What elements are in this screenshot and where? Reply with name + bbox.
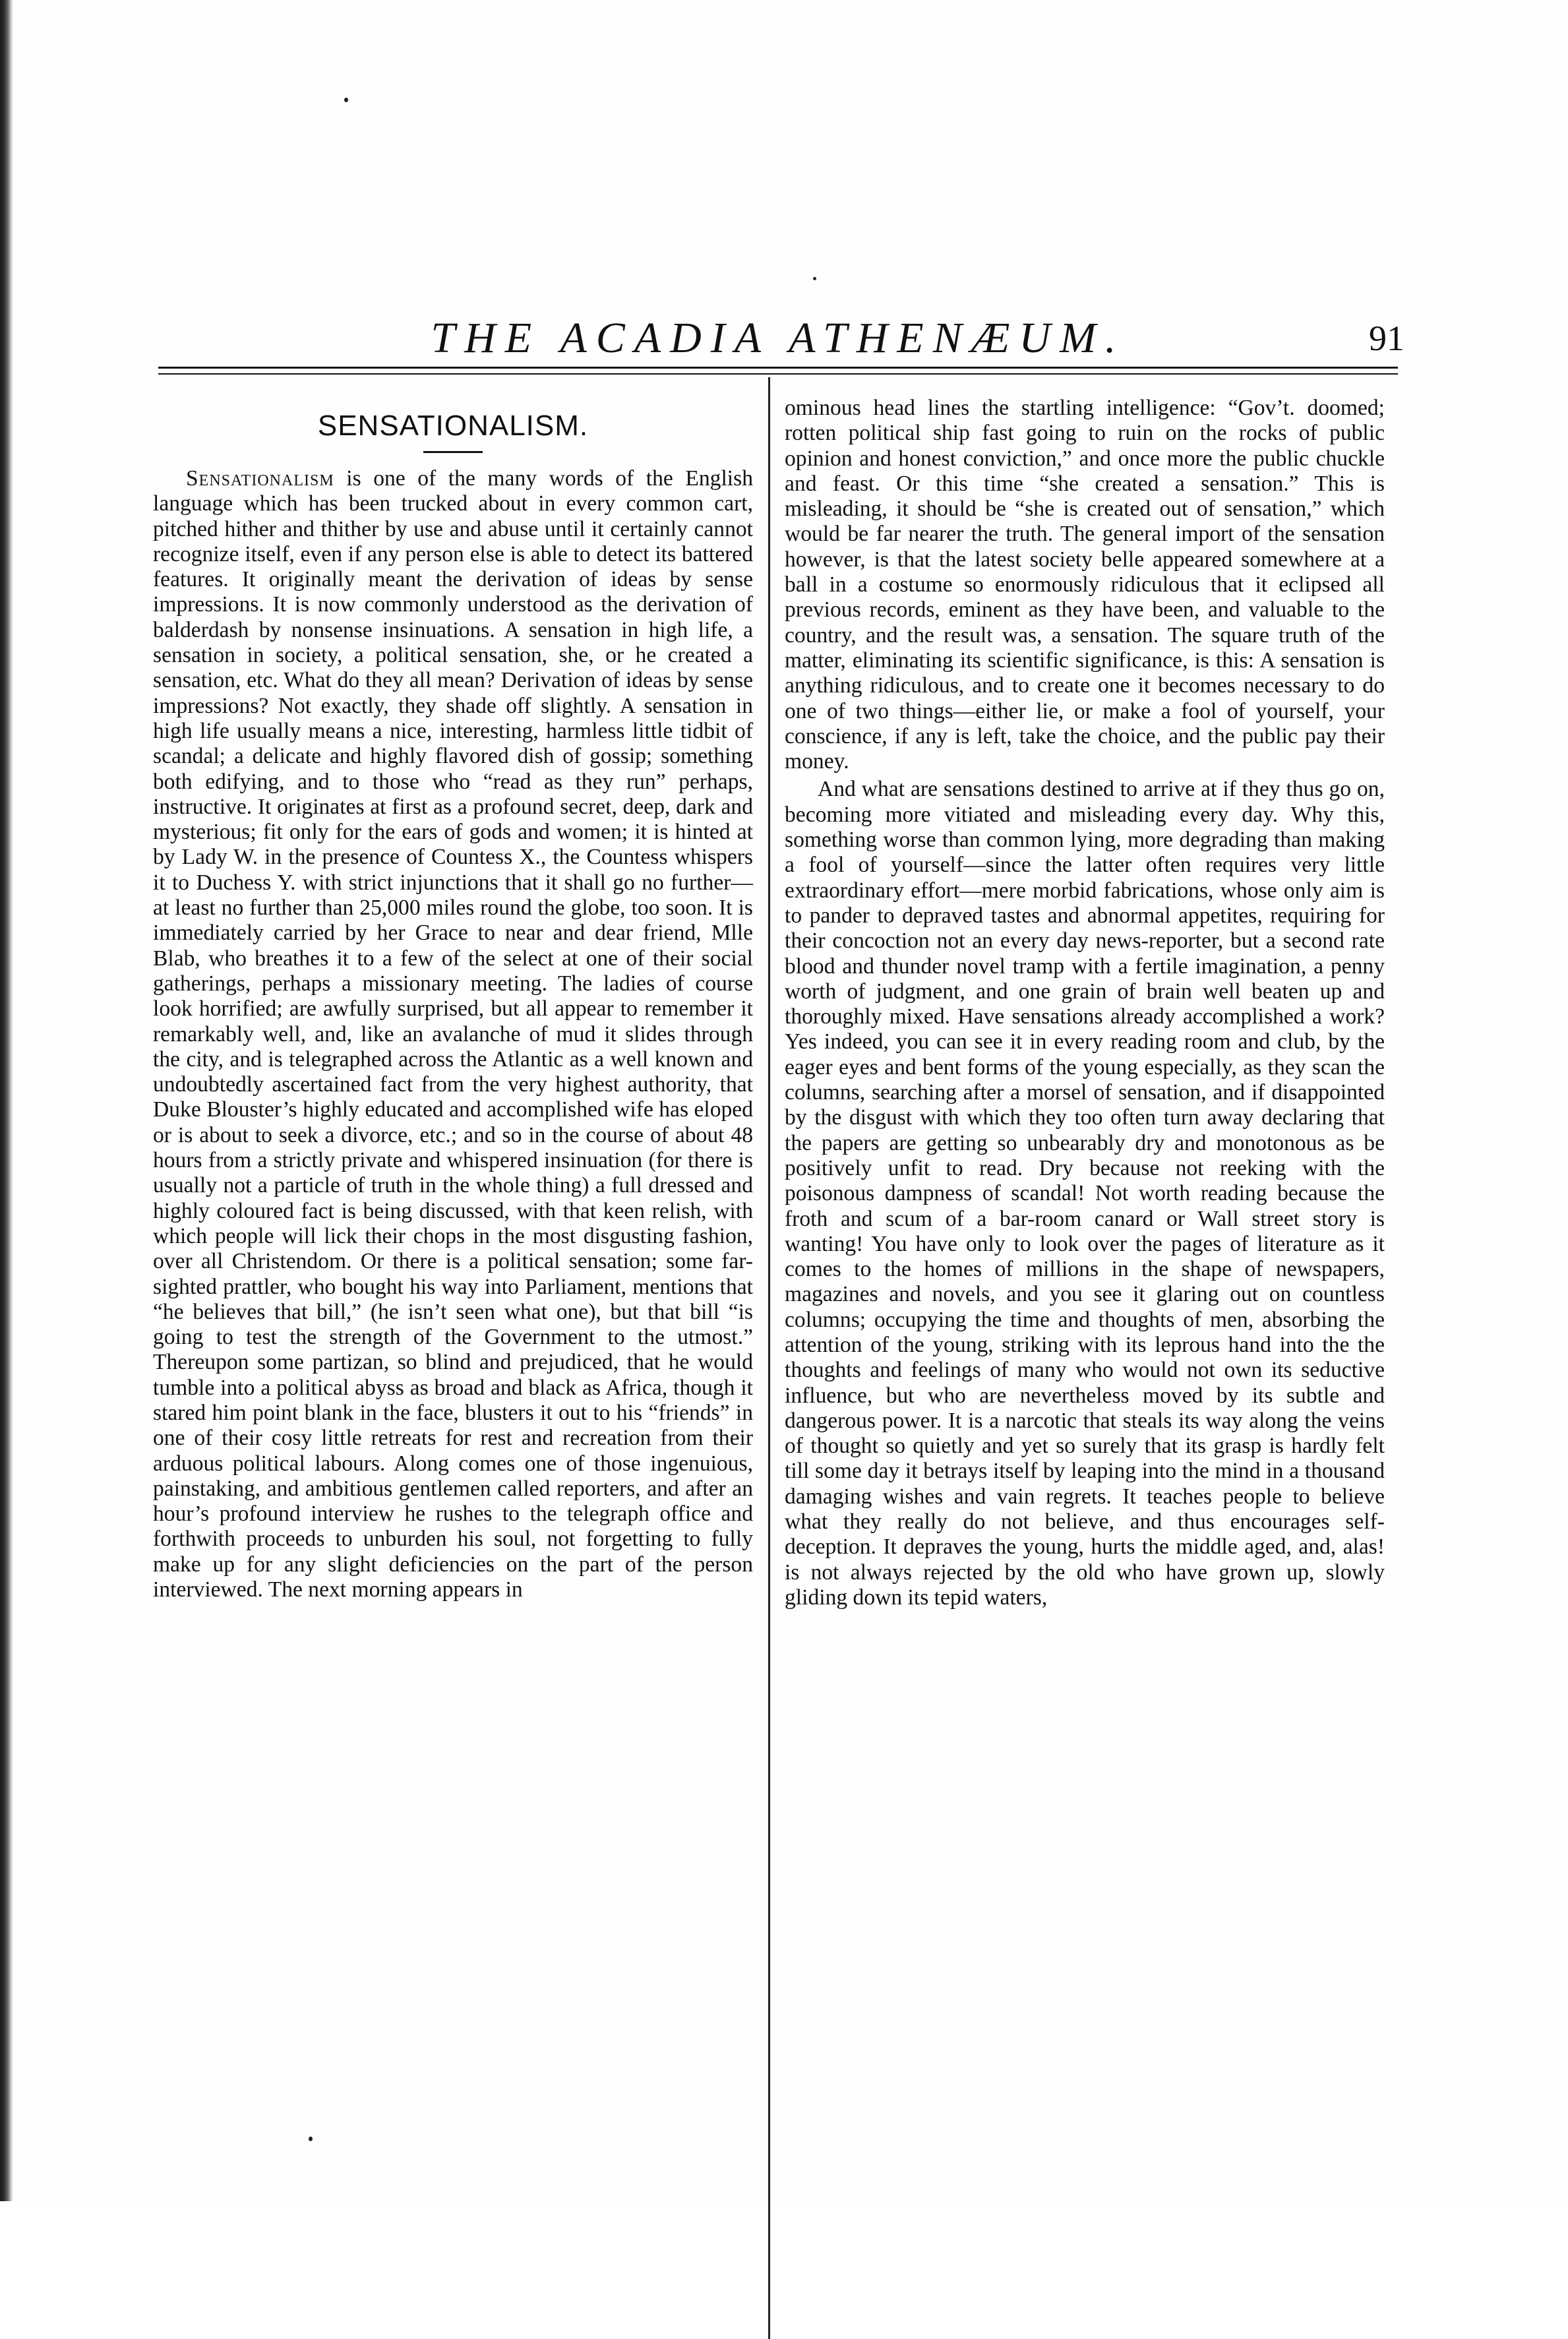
left-body-text: is one of the many words of the English language which has been trucked about in every common cart, pitched hither and thither by use and abuse until it certainly cannot recognize itself, even if any person else is able to detect its battered features. It originally meant the derivation of ideas by sense impressions. It is now commonly understood as the derivation of balderdash by nonsense insinuations. A sensation in high life, a sensation in society, a political sensation, she, or he created a sensation, etc. What do they all mean? Derivation of ideas by sense impressions? Not exactly, they shade off slightly. A sensation in high life usually means a nice, interesting, harmless little tidbit of scandal; a delicate and highly flavored dish of gossip; something both edifying, and to those who “read as they run” perhaps, instructive. It originates at first as a profound secret, deep, dark and mysterious; fit only for the ears of gods and women; it is hinted at by Lady W. in the presence of Countess X., the Countess whispers it to Duchess Y. with strict injunctions that it shall go no further—at least no further than 25,000 miles round the globe, too soon. It is immediately carried by her Grace to near and dear friend, Mlle Blab, who breathes it to a few of the select at one of their social gatherings, perhaps a missionary meeting. The ladies of course look horrified; are awfully surprised, but all appear to remember it remarkably well, and, like an avalanche of mud it slides through the city, and is telegraphed across the Atlantic as a well known and undoubtedly ascertained fact from the very highest authority, that Duke Blouster’s highly educated and accomplished wife has eloped or is about to seek a divorce, etc.; and so in the course of about 48 hours from a strictly private and whispered insinuation (for there is usually not a particle of truth in the whole thing) a full dressed and highly coloured fact is being discussed, with that keen relish, with which people will lick their chops in the most disgusting fashion, over all Christendom. Or there is a political sensation; some far-sighted prattler, who bought his way into Parliament, mentions that “he believes that bill,” (he isn’t seen what one), but that bill “is going to test the strength of the Government to the utmost.” Thereupon some partizan, so blind and prejudiced, that he would tumble into a political abyss as broad and black as Africa, though it stared him point blank in the face, blusters it out to his “friends” in one of their cosy little retreats for rest and recreation from their arduous political labours. Along comes one of those ingenuious, painstaking, and ambitious gentlemen called reporters, and after an hour’s profound interview he rushes to the telegraph office and forthwith proceeds to unburden his soul, not forgetting to fully make up for any slight deficiencies on the part of the person interviewed. The next morning appears in bbox=[153, 466, 753, 1602]
right-paragraph-2: And what are sensations destined to arrive at if they thus go on, becoming more vitiated and misleading every day. Why this, something worse than common lying, more degrading than making a fool of yourself—since the latter often requires very little extraordinary effort—mere morbid fabrications, whose only aim is to pander to depraved tastes and abnormal appetites, requiring for their concoction not an every day news-reporter, but a second rate blood and thunder novel tramp with a fertile imagination, a penny worth of judgment, and one grain of brain well beaten up and thoroughly mixed. Have sensations already accomplished a work? Yes indeed, you can see it in every reading room and club, by the eager eyes and bent forms of the young especially, as they scan the columns, searching after a morsel of sensation, and if disappointed by the disgust with which they too often turn away declaring that the papers are getting so unbearably dry and monotonous as be positively unfit to read. Dry because not reeking with the poisonous dampness of scandal! Not worth reading because the froth and scum of a bar-room canard or Wall street story is wanting! You have only to look over the pages of literature as it comes to the homes of millions in the shape of newspapers, magazines and novels, and you see it glaring out on countless columns; occupying the time and thoughts of men, absorbing the attention of the young, striking with its leprous hand into the the thoughts and feelings of many who would not own its seductive influence, but who are nevertheless moved by its subtle and dangerous power. It is a narcotic that steals its way along the veins of thought so quietly and yet so surely that its grasp is hardly felt till some day it betrays itself by leaping into the mind in a thousand damaging wishes and vain regrets. It teaches people to believe what they really do not believe, and thus encourages self-deception. It depraves the young, hurts the middle aged, and, alas! is not always rejected by the old who have grown up, slowly gliding down its tepid waters, bbox=[785, 777, 1385, 1610]
page-binding-edge bbox=[0, 0, 13, 2201]
header-rule-bottom bbox=[158, 373, 1398, 375]
page-number: 91 bbox=[1369, 319, 1404, 358]
column-divider bbox=[768, 377, 770, 2339]
lead-word: Sensationalism bbox=[186, 466, 334, 491]
right-paragraph-1: ominous head lines the startling intelligence: “Gov’t. doomed; rotten political ship fast going to ruin on the rocks of public opinion and honest conviction,” and once more the public chuckle and feast. Or this time “she created a sensation.” This is misleading, it should be “she is created out of sensation,” which would be far nearer the truth. The general import of the sensation however, is that the latest society belle appeared somewhere at a ball in a costume so enormously ridiculous that it eclipsed all previous records, eminent as they have been, and valuable to the country, and the result was, a sensation. The square truth of the matter, eliminating its scientific significance, is this: A sensation is anything ridiculous, and to create one it becomes necessary to do one of two things—either lie, or make a fool of yourself, your conscience, if any is left, take the choice, and the public pay their money. bbox=[785, 396, 1385, 774]
journal-title: THE ACADIA ATHENÆUM. bbox=[431, 314, 1126, 362]
left-paragraph bbox=[153, 466, 753, 1602]
ink-speck bbox=[344, 98, 348, 102]
right-column bbox=[785, 396, 1385, 1610]
left-column bbox=[153, 396, 753, 1602]
article-title: SENSATIONALISM. bbox=[317, 410, 589, 442]
title-rule bbox=[423, 451, 483, 453]
header-rule-top bbox=[158, 367, 1398, 369]
ink-speck bbox=[309, 2137, 313, 2141]
ink-speck bbox=[813, 277, 816, 280]
running-header bbox=[152, 309, 1404, 368]
